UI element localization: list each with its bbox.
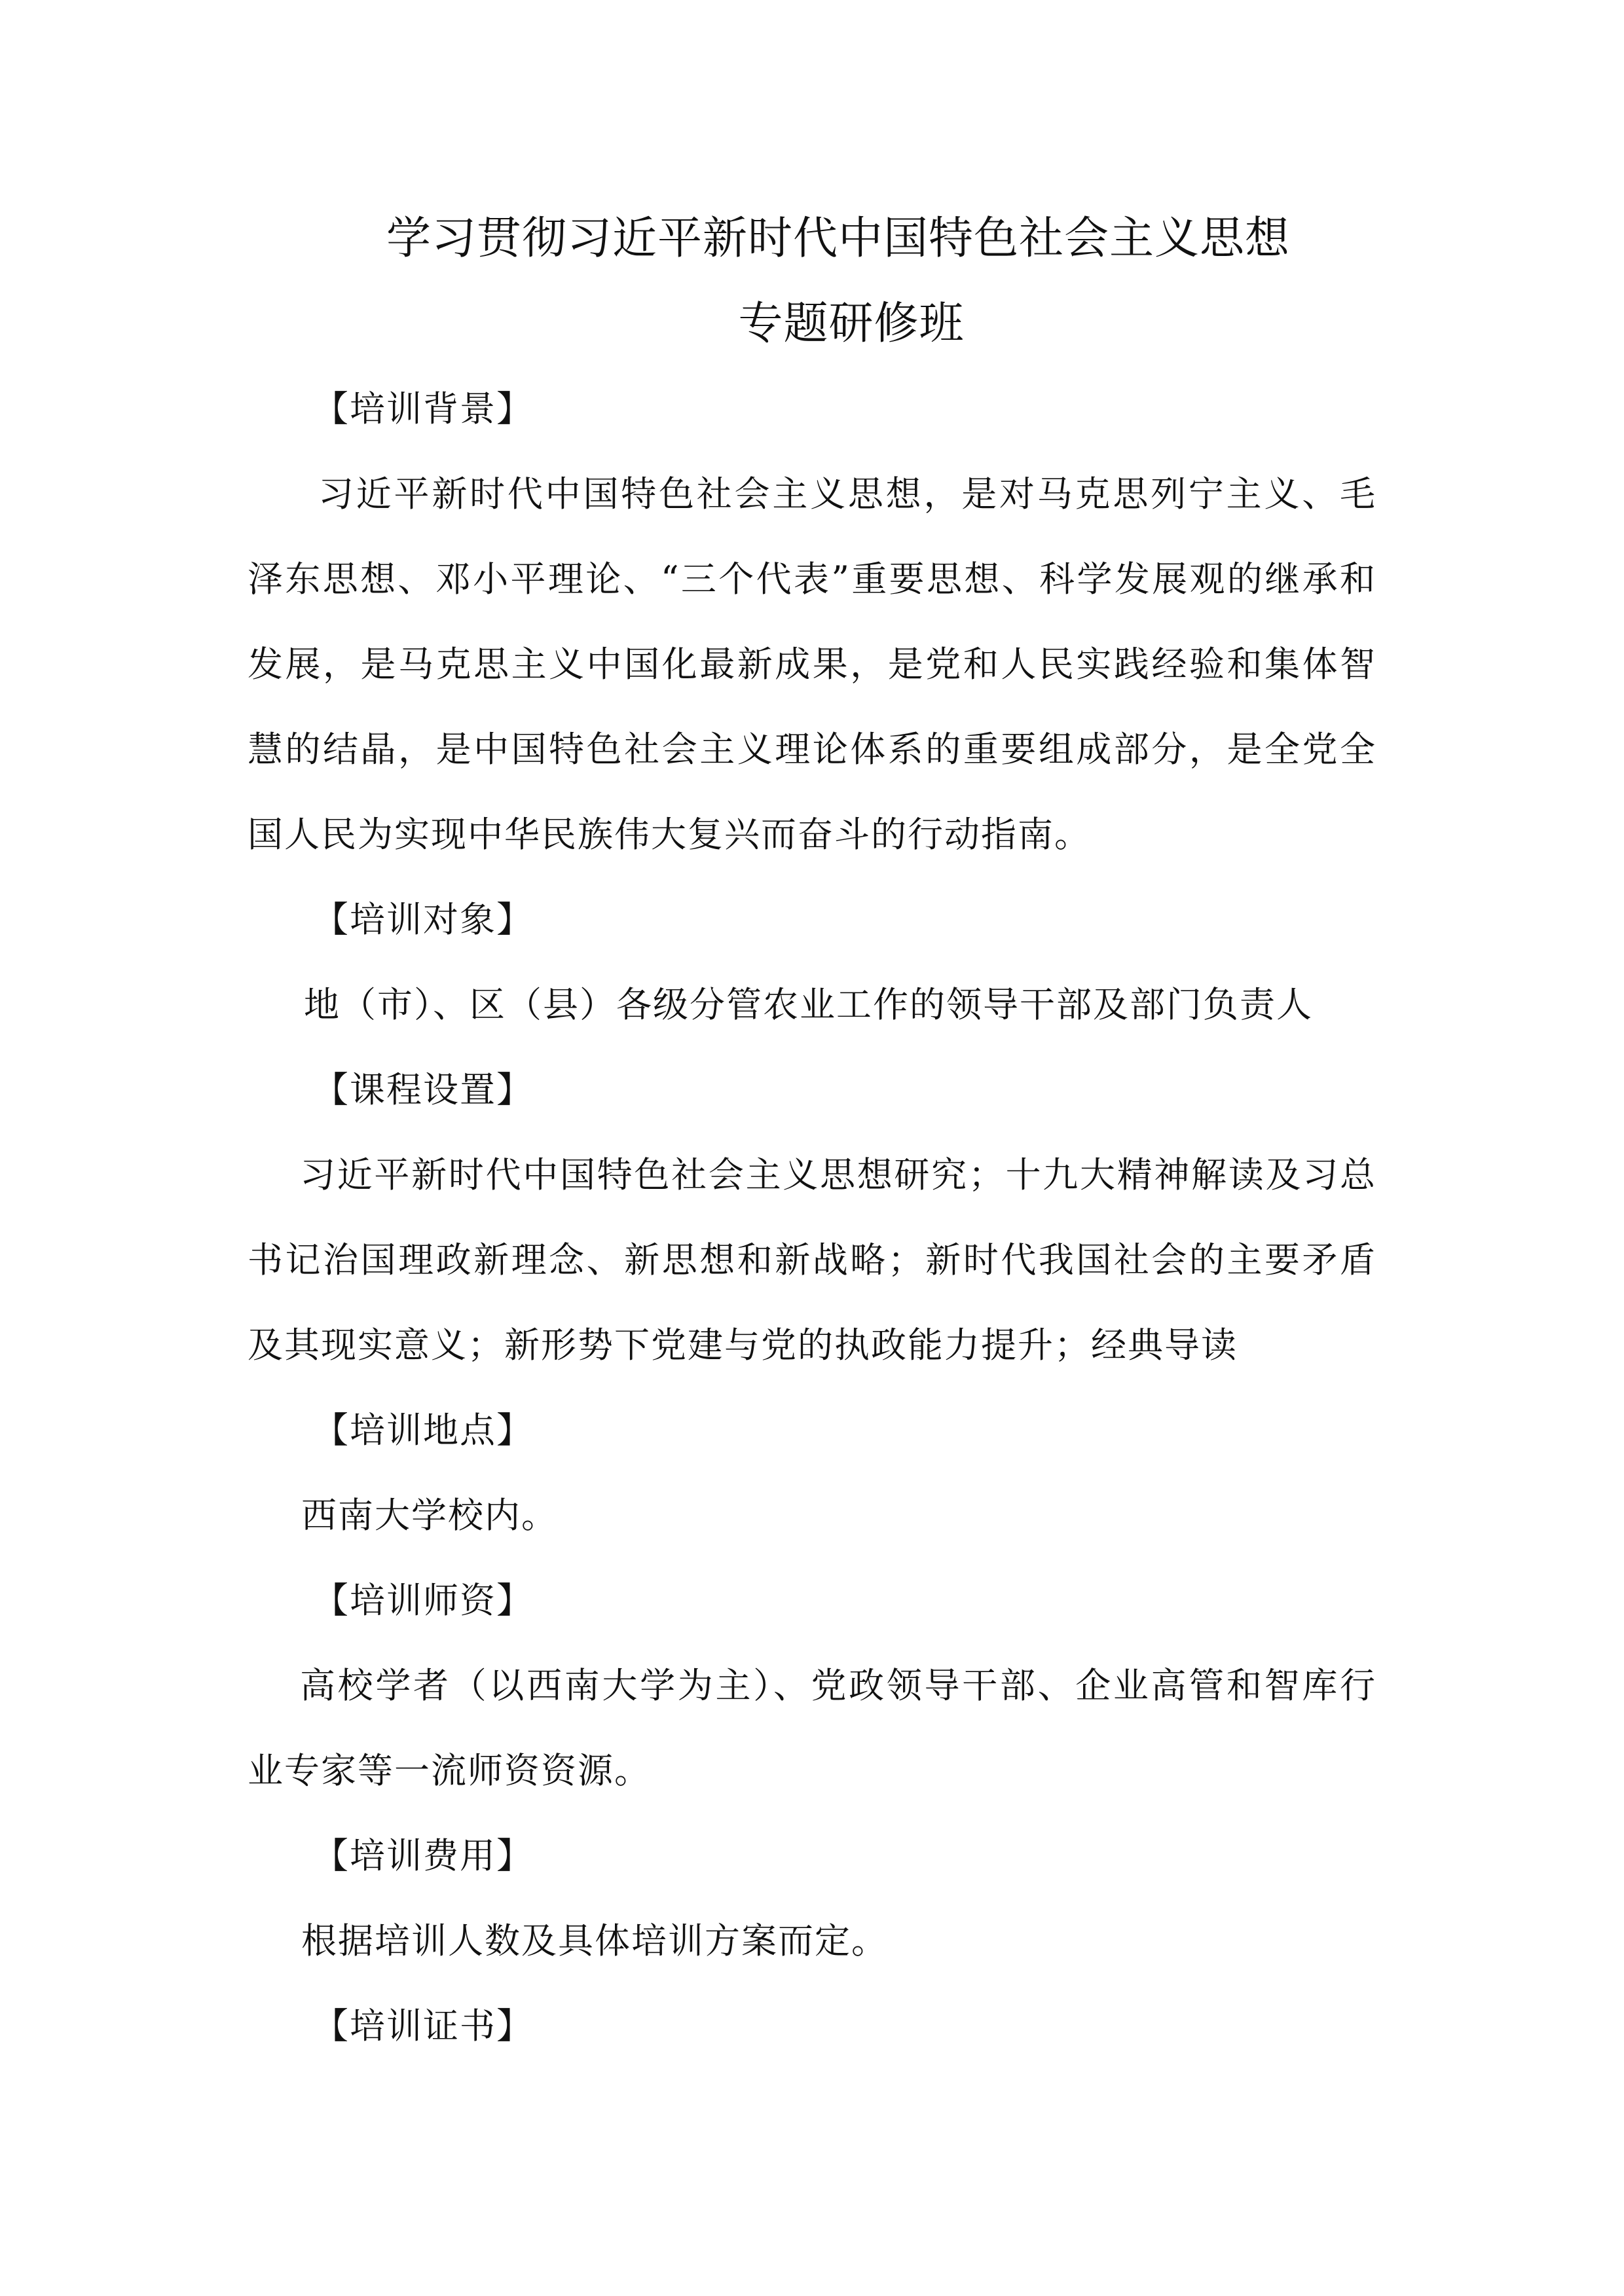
heading-background: 【培训背景】: [313, 388, 533, 429]
paragraph-audience: 地（市）、区（县）各级分管农业工作的领导干部及部门负责人: [304, 984, 1313, 1025]
document-content: [248, 196, 1376, 2069]
document-title: [248, 196, 1376, 367]
heading-location: 【培训地点】: [313, 1410, 533, 1451]
heading-fee: 【培训费用】: [313, 1835, 533, 1876]
paragraph-faculty: 高校学者（以西南大学为主）、党政领导干部、企业高管和智库行业专家等一流师资资源。: [248, 1665, 1376, 1791]
paragraph-fee: 根据培训人数及具体培训方案而定。: [301, 1920, 888, 1961]
heading-faculty: 【培训师资】: [313, 1580, 533, 1621]
title-line-1: 学习贯彻习近平新时代中国特色社会主义思想: [386, 213, 1290, 264]
paragraph-location: 西南大学校内。: [301, 1495, 558, 1536]
paragraph-courses: 习近平新时代中国特色社会主义思想研究；十九大精神解读及习总书记治国理政新理念、新思想和新战略；新时代我国社会的主要矛盾及其现实意义；新形势下党建与党的执政能力提升；经典导读: [248, 1154, 1376, 1366]
paragraph-background: 习近平新时代中国特色社会主义思想，是对马克思列宁主义、毛泽东思想、邓小平理论、“三个代表”重要思想、科学发展观的继承和发展，是马克思主义中国化最新成果，是党和人民实践经验和集体智慧的结晶，是中国特色社会主义理论体系的重要组成部分，是全党全国人民为实现中华民族伟大复兴而奋斗的行动指南。: [248, 473, 1376, 855]
heading-certificate: 【培训证书】: [313, 2005, 533, 2047]
heading-courses: 【课程设置】: [313, 1069, 533, 1110]
heading-audience: 【培训对象】: [313, 899, 533, 940]
title-line-2: 专题研修班: [738, 298, 965, 350]
